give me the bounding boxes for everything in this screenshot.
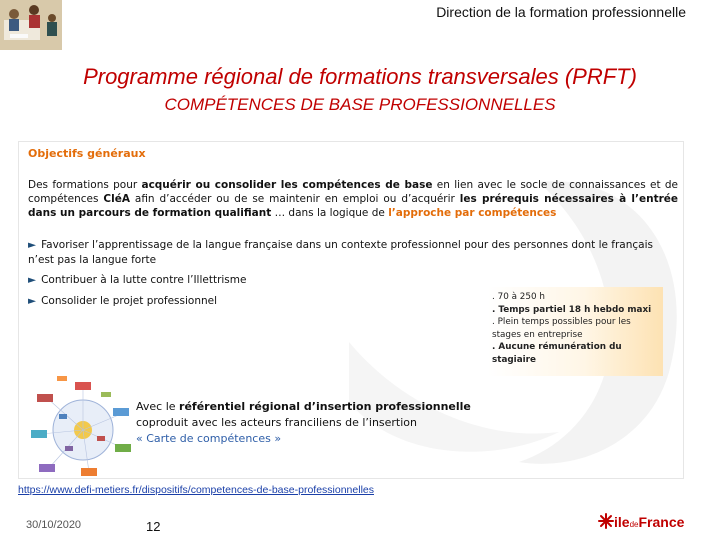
info-hours: . 70 à 250 h — [492, 292, 545, 302]
arrow-bullet-icon: ► — [28, 274, 37, 286]
ile-de-france-logo: iledeFrance — [598, 513, 684, 535]
bullet-item: ► Consolider le projet professionnel — [28, 295, 218, 307]
page-number: 12 — [146, 519, 161, 534]
info-full-time: . Plein temps possibles pour les stages en entreprise — [492, 317, 631, 340]
arrow-bullet-icon: ► — [28, 239, 37, 251]
referentiel-line1: Avec le référentiel régional d’insertion professionnelle — [136, 400, 471, 413]
referentiel-line2: coproduit avec les acteurs franciliens de l’insertion — [136, 416, 418, 429]
objectives-title: Objectifs généraux — [28, 147, 146, 160]
source-url-link[interactable]: https://www.defi-metiers.fr/dispositifs/competences-de-base-professionnelles — [18, 484, 374, 496]
competence-map-image — [31, 374, 135, 478]
header-photo — [0, 0, 62, 50]
slide-date: 30/10/2020 — [26, 519, 82, 531]
info-part-time: . Temps partiel 18 h hebdo maxi — [492, 304, 652, 315]
arrow-bullet-icon: ► — [28, 295, 37, 307]
bullet-item: ► Contribuer à la lutte contre l’Illettrisme — [28, 274, 247, 286]
objectives-paragraph: Des formations pour acquérir ou consolider les compétences de base en lien avec le socle de connaissances et de compétences CléA afin d’accéder ou de se maintenir en emploi ou d’acquérir les prérequis nécessaires à l’entrée dans un parcours de formation qualifiant … dans la logique de l’approche par compétences — [28, 179, 679, 219]
training-info-box — [488, 287, 663, 376]
referentiel-description — [136, 399, 496, 447]
bullet-item: ► Favoriser l’apprentissage de la langue française dans un contexte professionnel pour des personnes dont le français n’est pas la langue forte — [28, 239, 653, 266]
star-logo-icon — [598, 513, 614, 529]
carte-competences-link[interactable]: « Carte de compétences » — [136, 432, 282, 445]
info-remuneration: . Aucune rémunération du stagiaire — [492, 342, 622, 365]
content-panel — [18, 141, 684, 479]
department-header: Direction de la formation professionnelle — [436, 4, 686, 20]
slide-title: Programme régional de formations transversales (PRFT) — [83, 64, 637, 89]
slide-subtitle: COMPÉTENCES DE BASE PROFESSIONNELLES — [164, 95, 556, 114]
